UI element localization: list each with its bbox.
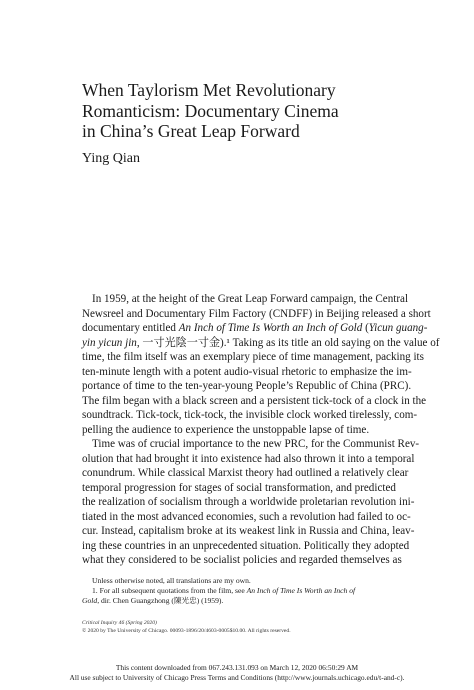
footnote-1-cont: Gold, dir. Chen Guangzhong (陳光忠) (1959). xyxy=(82,596,224,605)
text-line: portance of time to the ten-year-young People’s Republic of China (PRC). xyxy=(82,380,412,392)
film-title: An Inch of Time Is Worth an Inch of Gold xyxy=(178,322,363,334)
journal-citation: Critical Inquiry 46 (Spring 2020) xyxy=(82,620,157,626)
text-line: Newsreel and Documentary Film Factory (CNDFF) in Beijing released a short xyxy=(82,307,431,320)
text-line: pelling the audience to experience the unstoppable lapse of time. xyxy=(82,423,370,436)
text-line: documentary entitled An Inch of Time Is Worth an Inch of Gold (Yicun guang- xyxy=(82,322,428,334)
paragraph xyxy=(82,437,420,568)
text-line: olution that had brought it into existence had also thrown it into a temporal xyxy=(82,452,415,465)
article-title xyxy=(82,80,382,142)
footnote-unnumbered: Unless otherwise noted, all translations are my own. xyxy=(92,576,251,585)
text-line: the realization of socialism through a worldwide proletarian revolution ini- xyxy=(82,496,415,508)
text-line: what they considered to be socialist policies and regarded themselves as xyxy=(82,554,402,566)
title-line: Romanticism: Documentary Cinema xyxy=(82,100,339,121)
text-line: time, the film itself was an exemplary piece of time management, packing its xyxy=(82,351,424,363)
publication-info xyxy=(82,620,382,635)
text-line: ing these countries in an unprecedented situation. Politically they adopted xyxy=(82,539,410,552)
text-line: cur. Instead, capitalism broke at its weakest link in Russia and China, leav- xyxy=(82,525,415,537)
download-line: This content downloaded from 067.243.131.093 on March 12, 2020 06:50:29 AM xyxy=(115,663,359,672)
author-name: Ying Qian xyxy=(82,151,140,166)
text-line: The film began with a black screen and a persistent tick-tock of a clock in the xyxy=(82,394,427,407)
text-line: conundrum. While classical Marxist theory had outlined a relatively clear xyxy=(82,467,409,479)
terms-line[interactable]: All use subject to University of Chicago Press Terms and Conditions (http://www.journals.uchicago.edu/t-and-c). xyxy=(69,673,405,682)
title-line: in China’s Great Leap Forward xyxy=(82,121,300,141)
title-line: When Taylorism Met Revolutionary xyxy=(82,80,336,100)
text-line: In 1959, at the height of the Great Leap Forward campaign, the Central xyxy=(92,293,409,305)
film-title-pinyin: yin yicun jin xyxy=(82,336,137,349)
film-title-pinyin: Yicun guang- xyxy=(368,322,428,334)
text-line: temporal progression for stages of social transformation, and predicted xyxy=(82,481,396,494)
paragraph xyxy=(82,292,440,437)
text-line: ten-minute length with a potent audio-visual rhetoric to emphasize the im- xyxy=(82,365,412,378)
download-notice xyxy=(0,663,474,683)
text-line: tiated in the most advanced economies, such a revolution had failed to oc- xyxy=(82,510,411,523)
text-line: yin yicun jin, 一寸光陰一寸金).¹ Taking as its title an old saying on the value of xyxy=(82,336,440,349)
text-line: soundtrack. Tick-tock, tick-tock, the invisible clock worked tirelessly, com- xyxy=(82,409,418,421)
footnote-1: 1. For all subsequent quotations from the film, see An Inch of Time Is Worth an Inch of xyxy=(92,586,356,595)
article-body xyxy=(82,292,440,568)
copyright-notice: © 2020 by The University of Chicago. 00093-1896/20/4603-0005$10.00. All rights reserved. xyxy=(82,627,291,634)
footnotes xyxy=(82,576,382,606)
text-line: Time was of crucial importance to the new PRC, for the Communist Rev- xyxy=(92,438,420,450)
